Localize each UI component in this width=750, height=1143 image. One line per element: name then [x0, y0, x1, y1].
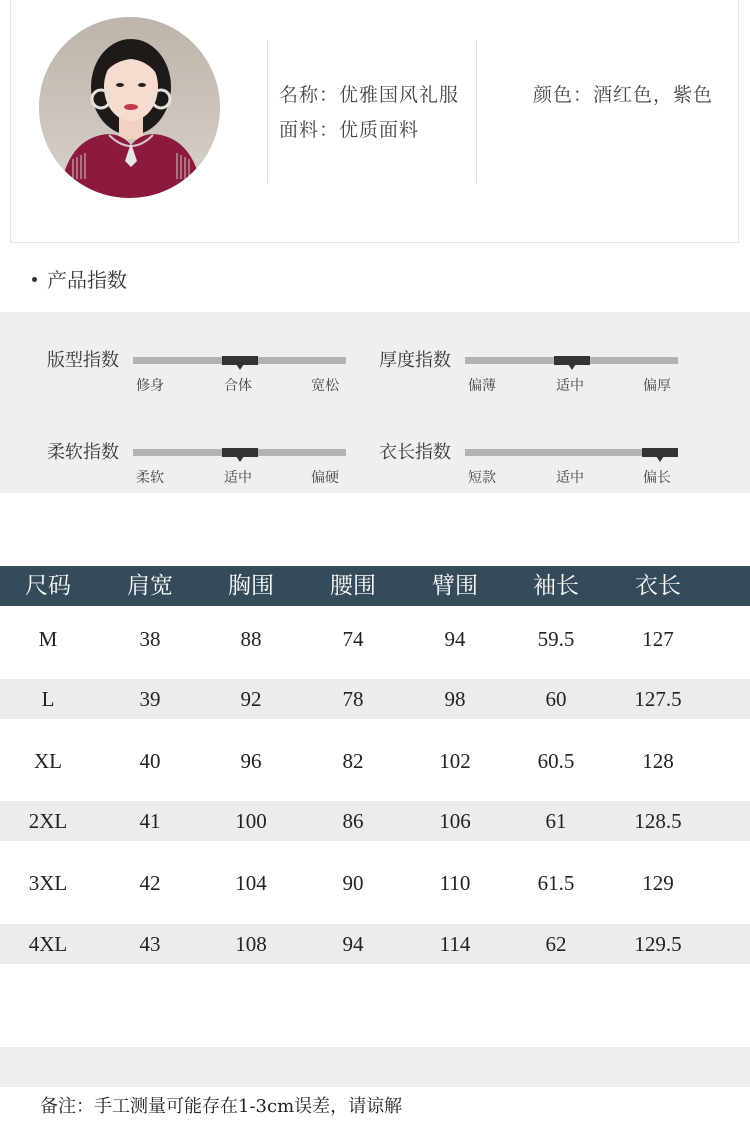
index-ticks	[133, 375, 346, 395]
table-cell: 59.5	[537, 627, 575, 651]
table-cell: 94	[444, 627, 466, 651]
table-cell: 96	[240, 749, 262, 773]
table-cell: 104	[235, 871, 267, 895]
table-cell: 129.5	[634, 932, 682, 956]
index-label: 厚度指数	[379, 350, 451, 371]
index-softness	[47, 418, 367, 486]
header-bust: 胸围	[228, 573, 274, 599]
header-arm: 臂围	[432, 573, 478, 599]
table-cell: 86	[342, 809, 364, 833]
table-cell: 94	[342, 932, 364, 956]
product-index-panel	[0, 312, 750, 493]
table-cell: 129	[642, 871, 674, 895]
bottom-divider-band	[0, 1047, 750, 1087]
table-cell: 41	[139, 809, 161, 833]
table-cell: 127	[642, 627, 674, 651]
model-photo	[39, 17, 220, 198]
table-cell: 128	[642, 749, 674, 773]
index-tick: 偏厚	[643, 378, 671, 394]
table-cell: 82	[342, 749, 364, 773]
table-row	[0, 924, 750, 964]
measurement-note: 备注：手工测量可能存在1-3cm误差，请谅解	[40, 1096, 403, 1117]
table-cell: 108	[235, 932, 267, 956]
header-waist: 腰围	[330, 573, 376, 599]
header-size: 尺码	[25, 573, 71, 599]
index-marker	[554, 356, 590, 365]
index-track	[465, 449, 678, 456]
name-value: 优雅国风礼服	[339, 84, 460, 106]
index-track	[133, 449, 346, 456]
fabric-label: 面料：	[279, 119, 340, 141]
table-cell: 106	[439, 809, 471, 833]
table-row	[0, 841, 750, 923]
index-label: 柔软指数	[47, 442, 119, 463]
index-tick: 柔软	[136, 470, 164, 486]
table-cell: 74	[342, 627, 364, 651]
table-cell: 39	[139, 687, 161, 711]
index-label: 衣长指数	[379, 442, 451, 463]
index-tick: 适中	[224, 470, 252, 486]
product-name	[279, 80, 459, 107]
index-marker	[642, 448, 678, 457]
index-length	[379, 418, 699, 486]
table-cell: 38	[139, 627, 161, 651]
bullet-icon	[32, 277, 37, 282]
color-label: 颜色：	[533, 84, 594, 106]
table-cell: XL	[34, 749, 62, 773]
header-sleeve: 袖长	[533, 573, 579, 599]
index-fit	[47, 326, 367, 394]
index-ticks	[133, 467, 346, 487]
table-cell: 61.5	[537, 871, 575, 895]
table-cell: 92	[240, 687, 262, 711]
name-label: 名称：	[279, 84, 340, 106]
product-info-card	[10, 0, 739, 243]
table-cell: 2XL	[28, 809, 68, 833]
section-heading	[32, 264, 127, 293]
index-ticks	[465, 375, 678, 395]
table-cell: 127.5	[634, 687, 682, 711]
table-row	[0, 679, 750, 719]
info-divider	[476, 40, 477, 183]
table-cell: 110	[439, 871, 471, 895]
index-track	[465, 357, 678, 364]
index-label: 版型指数	[47, 350, 119, 371]
index-tick: 修身	[136, 378, 164, 394]
table-cell: 88	[240, 627, 262, 651]
table-cell: 4XL	[28, 932, 68, 956]
table-header	[0, 566, 750, 606]
index-tick: 偏硬	[311, 470, 339, 486]
table-row	[0, 719, 750, 800]
table-cell: 61	[545, 809, 567, 833]
section-title-text: 产品指数	[47, 268, 127, 292]
product-fabric	[279, 115, 419, 142]
index-marker	[222, 356, 258, 365]
table-row	[0, 801, 750, 841]
table-cell: 90	[342, 871, 364, 895]
table-cell: M	[38, 627, 58, 651]
table-cell: 98	[444, 687, 466, 711]
index-tick: 适中	[556, 378, 584, 394]
header-shoulder: 肩宽	[127, 573, 173, 599]
table-cell: 128.5	[634, 809, 682, 833]
table-cell: 62	[545, 932, 567, 956]
fabric-value: 优质面料	[339, 119, 420, 141]
table-cell: 114	[439, 932, 471, 956]
info-divider	[267, 40, 268, 183]
table-cell: 78	[342, 687, 364, 711]
index-thickness	[379, 326, 699, 394]
table-cell: 102	[439, 749, 471, 773]
index-tick: 合体	[224, 378, 252, 394]
table-cell: 60	[545, 687, 567, 711]
header-length: 衣长	[635, 573, 681, 599]
index-tick: 适中	[556, 470, 584, 486]
table-cell: 40	[139, 749, 161, 773]
table-row	[0, 607, 750, 678]
index-tick: 偏薄	[468, 378, 496, 394]
index-ticks	[465, 467, 678, 487]
index-marker	[222, 448, 258, 457]
table-cell: 60.5	[537, 749, 575, 773]
table-cell: 43	[139, 932, 161, 956]
index-tick: 宽松	[311, 378, 339, 394]
product-color	[533, 80, 713, 107]
table-cell: 42	[139, 871, 161, 895]
index-tick: 偏长	[643, 470, 671, 486]
table-cell: 3XL	[28, 871, 68, 895]
table-cell: L	[41, 687, 55, 711]
color-value: 酒红色，紫色	[593, 84, 714, 106]
table-cell: 100	[235, 809, 267, 833]
index-tick: 短款	[468, 470, 496, 486]
index-track	[133, 357, 346, 364]
